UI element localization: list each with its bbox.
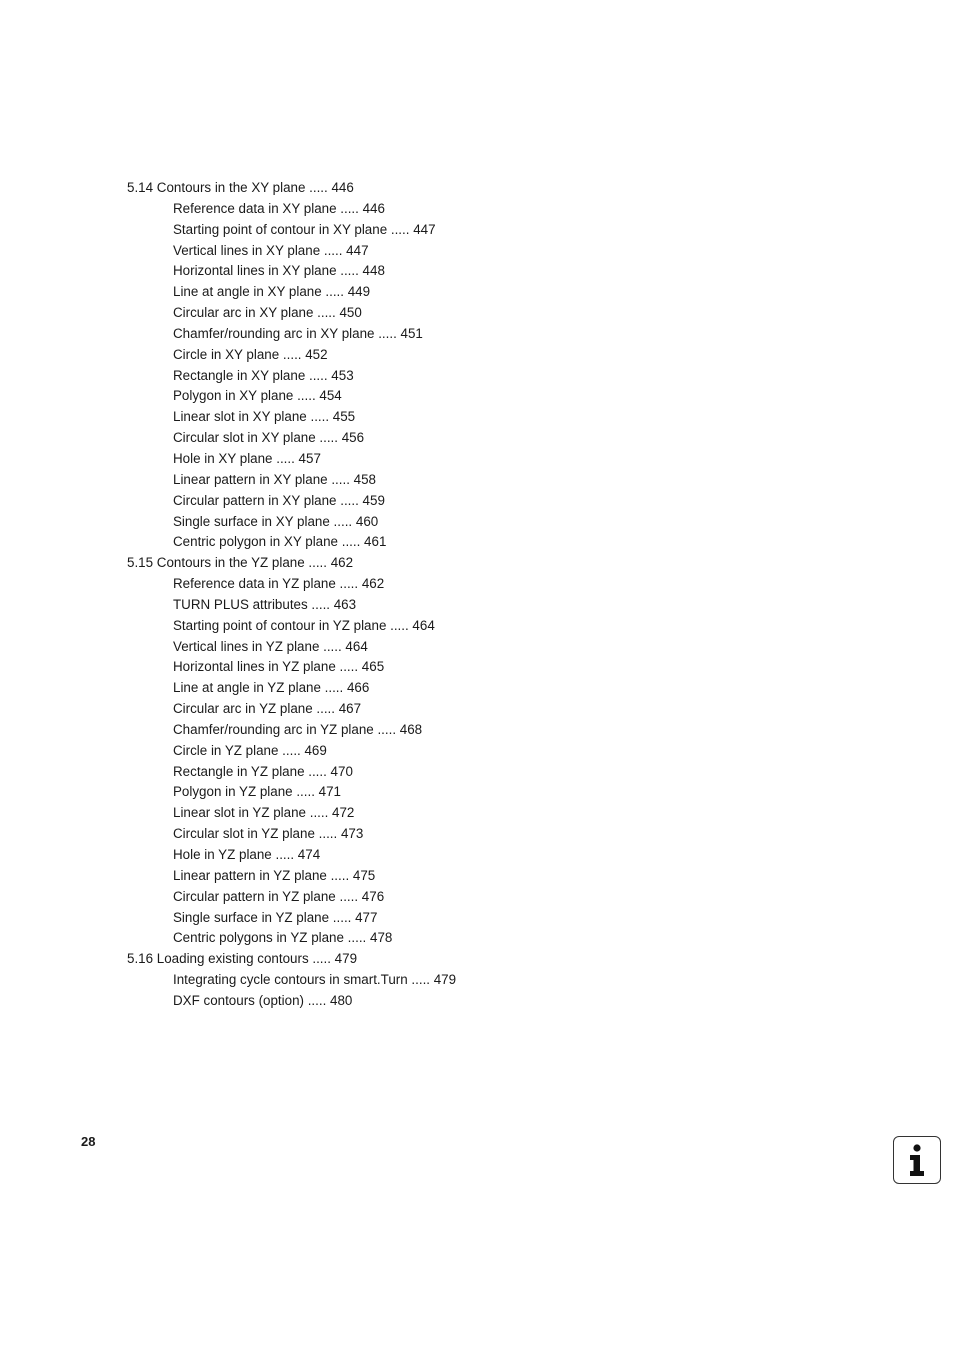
toc-subentry: Centric polygons in YZ plane ..... 478 (173, 930, 393, 946)
toc-subentry: Centric polygon in XY plane ..... 461 (173, 534, 387, 550)
toc-subentry: Vertical lines in YZ plane ..... 464 (173, 638, 368, 654)
toc-subentry: Starting point of contour in YZ plane ..... 464 (173, 617, 435, 633)
toc-subentry: Circular slot in XY plane ..... 456 (173, 430, 365, 446)
toc-subentry: Linear pattern in YZ plane ..... 475 (173, 867, 376, 883)
toc-subentry: Single surface in XY plane ..... 460 (173, 513, 379, 529)
toc-subentry: Single surface in YZ plane ..... 477 (173, 909, 378, 925)
toc-subentry: Linear slot in YZ plane ..... 472 (173, 805, 355, 821)
toc-subentry: Hole in YZ plane ..... 474 (173, 847, 321, 862)
toc-subentry: Starting point of contour in XY plane ..... 447 (173, 221, 436, 237)
toc-subentry: Circular pattern in XY plane ..... 459 (173, 492, 385, 508)
toc-subentry: Linear slot in XY plane ..... 455 (173, 409, 356, 425)
toc-subentry: Vertical lines in XY plane ..... 447 (173, 242, 369, 258)
toc-subentry: Circle in YZ plane ..... 469 (173, 742, 327, 758)
toc-section-entry: 5.16 Loading existing contours ..... 479 (127, 951, 358, 967)
toc-subentry: Circular arc in XY plane ..... 450 (173, 305, 362, 321)
toc-subentry: Hole in XY plane ..... 457 (173, 450, 321, 466)
table-of-contents (127, 178, 456, 1012)
toc-subentry: Linear pattern in XY plane ..... 458 (173, 471, 376, 487)
toc-subentry: Circular pattern in YZ plane ..... 476 (173, 888, 385, 904)
toc-subentry: Integrating cycle contours in smart.Turn ..... 479 (173, 972, 457, 988)
toc-subentry: Reference data in YZ plane ..... 462 (173, 576, 385, 592)
toc-subentry: Line at angle in YZ plane ..... 466 (173, 680, 370, 696)
toc-subentry: Rectangle in YZ plane ..... 470 (173, 763, 353, 779)
toc-subentry: Circle in XY plane ..... 452 (173, 346, 328, 362)
toc-section-entry: 5.14 Contours in the XY plane ..... 446 (127, 180, 354, 195)
page-number: 28 (81, 1134, 96, 1149)
toc-subentry: Rectangle in XY plane ..... 453 (173, 367, 354, 383)
info-icon (893, 1136, 941, 1184)
toc-subentry: DXF contours (option) ..... 480 (173, 992, 353, 1008)
toc-subentry: Polygon in YZ plane ..... 471 (173, 784, 341, 800)
toc-subentry: Horizontal lines in XY plane ..... 448 (173, 263, 385, 279)
toc-subentry: Chamfer/rounding arc in XY plane ..... 451 (173, 325, 423, 341)
toc-subentry: Circular arc in YZ plane ..... 467 (173, 701, 362, 717)
toc-subentry: Chamfer/rounding arc in YZ plane ..... 468 (173, 721, 423, 737)
toc-subentry: Reference data in XY plane ..... 446 (173, 200, 385, 216)
toc-section-entry: 5.15 Contours in the YZ plane ..... 462 (127, 555, 354, 571)
toc-subentry: TURN PLUS attributes ..... 463 (173, 596, 357, 612)
toc-subentry: Line at angle in XY plane ..... 449 (173, 284, 371, 300)
toc-subentry: Polygon in XY plane ..... 454 (173, 388, 342, 404)
toc-subentry: Circular slot in YZ plane ..... 473 (173, 826, 364, 842)
toc-subentry: Horizontal lines in YZ plane ..... 465 (173, 659, 385, 675)
